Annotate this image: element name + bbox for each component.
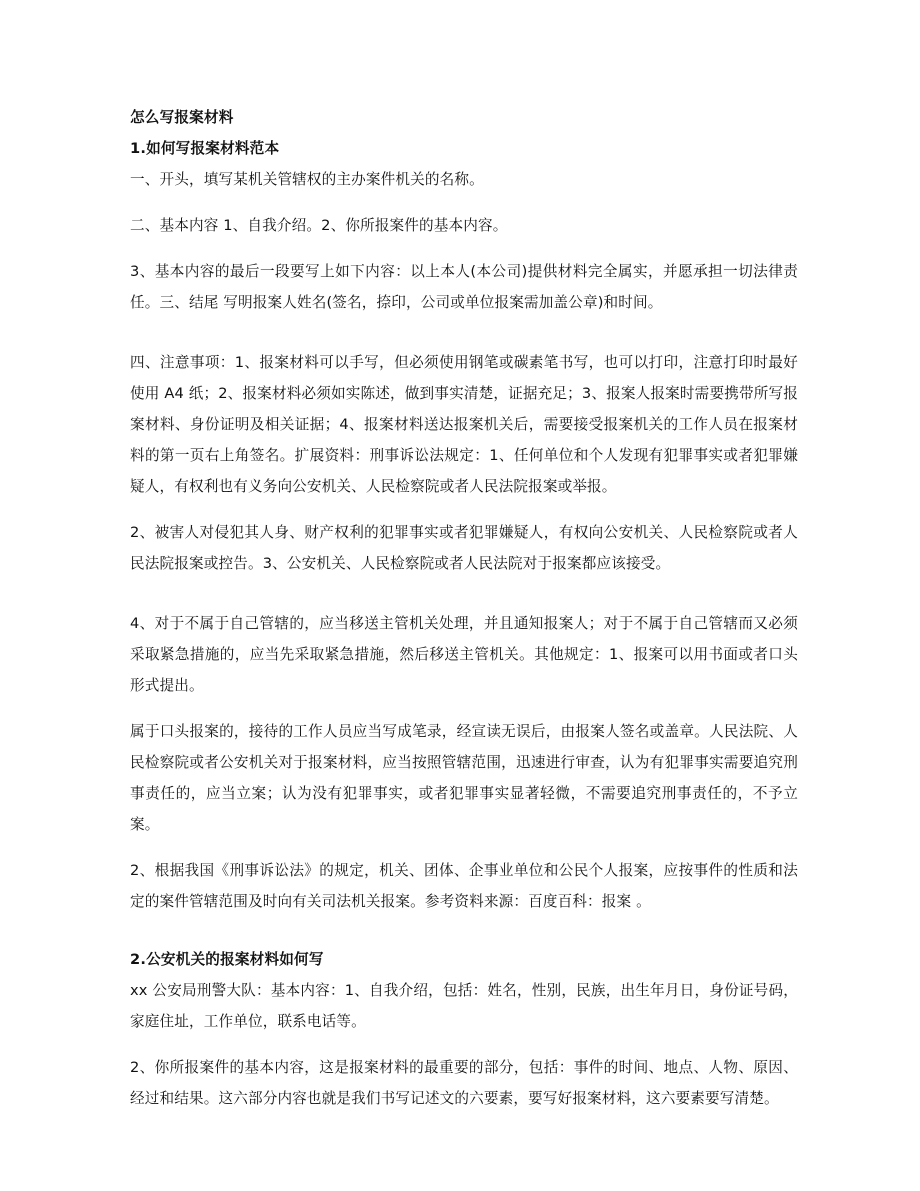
section-heading-2: 2.公安机关的报案材料如何写 (130, 951, 324, 968)
paragraph-jurisdiction-transfer: 4、对于不属于自己管辖的，应当移送主管机关处理，并且通知报案人；对于不属于自己管辖而又必须采取紧急措施的，应当先采取紧急措施，然后移送主管机关。其他规定：1、报案可以用书面或者口头形式提出。 (130, 615, 798, 694)
document-body (130, 102, 798, 1114)
paragraph-criminal-procedure-law: 2、根据我国《刑事诉讼法》的规定，机关、团体、企事业单位和公民个人报案，应按事件的性质和法定的案件管辖范围及时向有关司法机关报案。参考资料来源：百度百科：报案 。 (130, 862, 798, 910)
paragraph-basic-content: 二、基本内容 1、自我介绍。2、你所报案件的基本内容。 (130, 217, 508, 234)
section-heading-1: 1.如何写报案材料范本 (130, 140, 280, 157)
paragraph-victim-rights: 2、被害人对侵犯其人身、财产权利的犯罪事实或者犯罪嫌疑人，有权向公安机关、人民检察院或者人民法院报案或控告。3、公安机关、人民检察院或者人民法院对于报案都应该接受。 (130, 524, 798, 572)
paragraph-closing-statement: 3、基本内容的最后一段要写上如下内容：以上本人(本公司)提供材料完全属实，并愿承担一切法律责任。三、结尾 写明报案人姓名(签名，捺印，公司或单位报案需加盖公章)和时间。 (130, 263, 798, 311)
page-title: 怎么写报案材料 (130, 109, 234, 126)
paragraph-self-introduction: xx 公安局刑警大队：基本内容：1、自我介绍，包括：姓名，性别，民族，出生年月日，身份证号码，家庭住址，工作单位，联系电话等。 (130, 982, 798, 1030)
paragraph-opening: 一、开头，填写某机关管辖权的主办案件机关的名称。 (130, 171, 484, 188)
paragraph-notices: 四、注意事项：1、报案材料可以手写，但必须使用钢笔或碳素笔书写，也可以打印，注意打印时最好使用 A4 纸；2、报案材料必须如实陈述，做到事实清楚，证据充足；3、报案人报案时需要携带所写报案材料、身份证明及相关证据；4、报案材料送达报案机关后，需要接受报案机关的工作人员在报案材料的第一页右上角签名。扩展资料：刑事诉讼法规定：1、任何单位和个人发现有犯罪事实或者犯罪嫌疑人，有权利也有义务向公安机关、人民检察院或者人民法院报案或举报。 (130, 354, 798, 495)
paragraph-oral-report: 属于口头报案的，接待的工作人员应当写成笔录，经宣读无误后，由报案人签名或盖章。人民法院、人民检察院或者公安机关对于报案材料，应当按照管辖范围，迅速进行审查，认为有犯罪事实需要追究刑事责任的，应当立案；认为没有犯罪事实，或者犯罪事实显著轻微，不需要追究刑事责任的，不予立案。 (130, 723, 798, 833)
paragraph-case-six-elements: 2、你所报案件的基本内容，这是报案材料的最重要的部分，包括：事件的时间、地点、人物、原因、经过和结果。这六部分内容也就是我们书写记述文的六要素，要写好报案材料，这六要素要写清楚。 (130, 1059, 798, 1107)
